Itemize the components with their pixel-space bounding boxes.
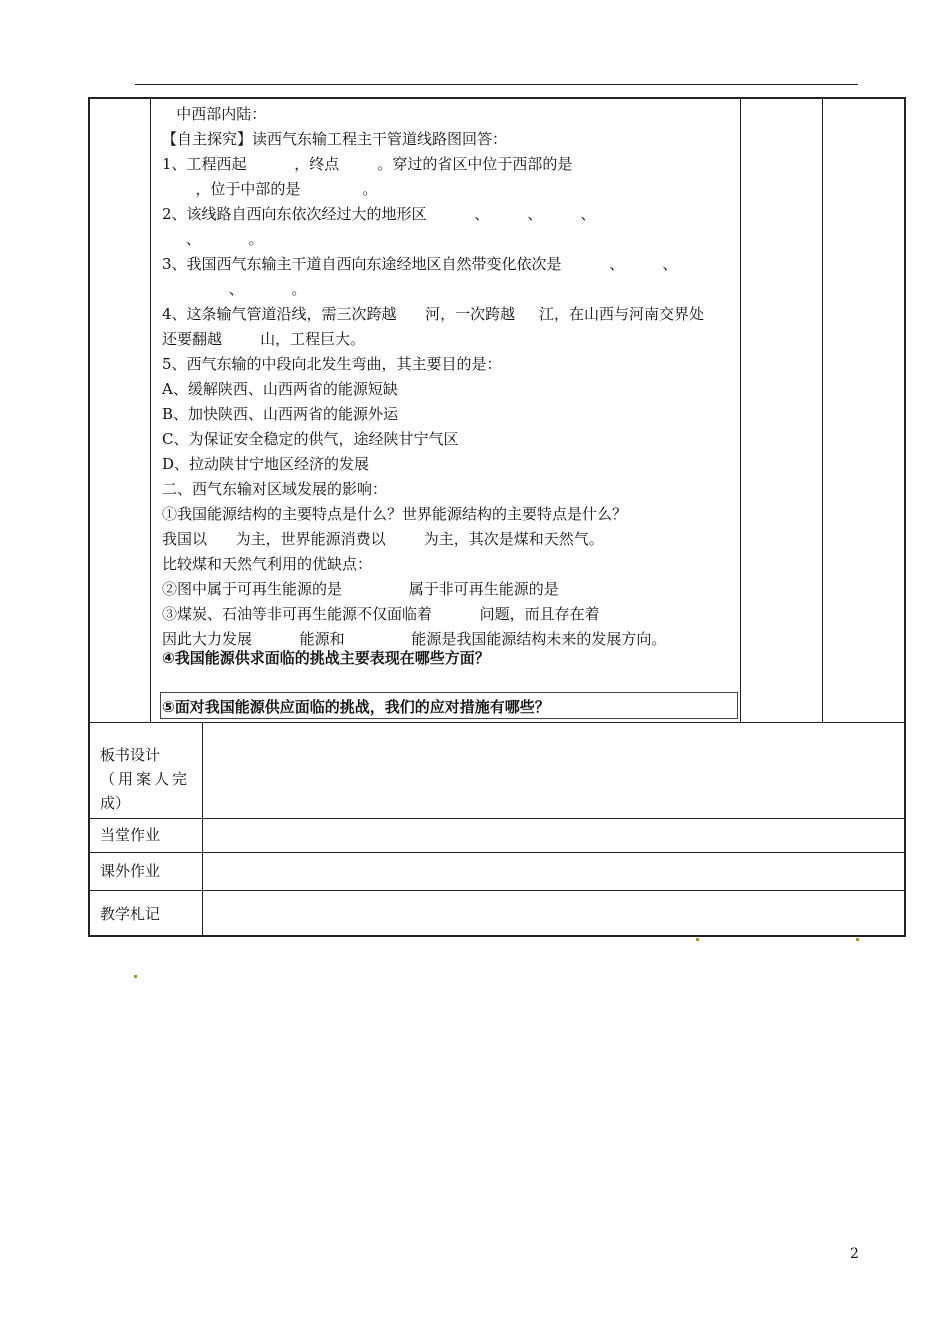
board-design-label-3: 成） [100,794,131,812]
lesson-line: 二、西气东输对区域发展的影响： [162,480,388,498]
lesson-line: 5、西气东输的中段向北发生弯曲，其主要目的是： [162,355,502,373]
lesson-line: A、缓解陕西、山西两省的能源短缺 [162,380,398,398]
speck [134,975,137,978]
lesson-line: 1、工程西起 ，终点 。穿过的省区中位于西部的是 [162,155,573,173]
lesson-line: 4、这条输气管道沿线，需三次跨越 河，一次跨越 江，在山西与河南交界处 [162,305,704,323]
row-divider [90,852,904,853]
lesson-line: ②图中属于可再生能源的是 属于非可再生能源的是 [162,580,559,598]
row-divider [90,818,904,819]
lesson-line: 我国以 为主，世界能源消费以 为主，其次是煤和天然气。 [162,530,604,548]
lesson-line: ③煤炭、石油等非可再生能源不仅面临着 问题，而且存在着 [162,605,600,623]
board-design-label: 板书设计 [100,746,161,764]
teaching-notes-label: 教学札记 [100,905,161,923]
lesson-line: 比较煤和天然气利用的优缺点： [162,555,373,573]
col-divider-mid [740,99,741,722]
lesson-line: ，位于中部的是 。 [162,180,378,198]
row-divider [90,722,904,723]
lesson-line: 因此大力发展 能源和 能源是我国能源结构未来的发展方向。 [162,630,667,648]
board-design-label-2: （用案人完 [100,770,191,788]
question-4: ④我国能源供求面临的挑战主要表现在哪些方面？ [162,649,490,667]
col-divider-left [150,99,151,722]
lesson-line: 还要翻越 山，工程巨大。 [162,330,366,348]
speck [696,938,699,941]
lesson-line: C、为保证安全稳定的供气，途经陕甘宁气区 [162,430,459,448]
lesson-line: 3、我国西气东输主干道自西向东途经地区自然带变化依次是 、 、 [162,255,678,273]
page-number: 2 [850,1246,859,1262]
lesson-line: 、 。 [162,280,307,298]
speck [856,938,859,941]
lesson-line: 【自主探究】读西气东输工程主干管道线路图回答： [162,130,508,148]
lesson-line: D、拉动陕甘宁地区经济的发展 [162,455,370,473]
lesson-line: 、 。 [162,230,264,248]
col-divider-right [822,99,823,722]
label-col-divider [202,722,203,937]
question-5: ⑤面对我国能源供应面临的挑战，我们的应对措施有哪些？ [162,698,550,716]
class-homework-label: 当堂作业 [100,826,161,844]
lesson-line: ①我国能源结构的主要特点是什么？世界能源结构的主要特点是什么？ [162,505,628,523]
lesson-line: B、加快陕西、山西两省的能源外运 [162,405,399,423]
after-class-homework-label: 课外作业 [100,862,161,880]
row-divider [90,890,904,891]
lesson-line: 2、该线路自西向东依次经过大的地形区 、 、 、 [162,205,596,223]
header-rule [135,84,858,85]
lesson-line: 中西部内陆： [162,105,267,123]
lesson-plan-table [88,97,906,937]
